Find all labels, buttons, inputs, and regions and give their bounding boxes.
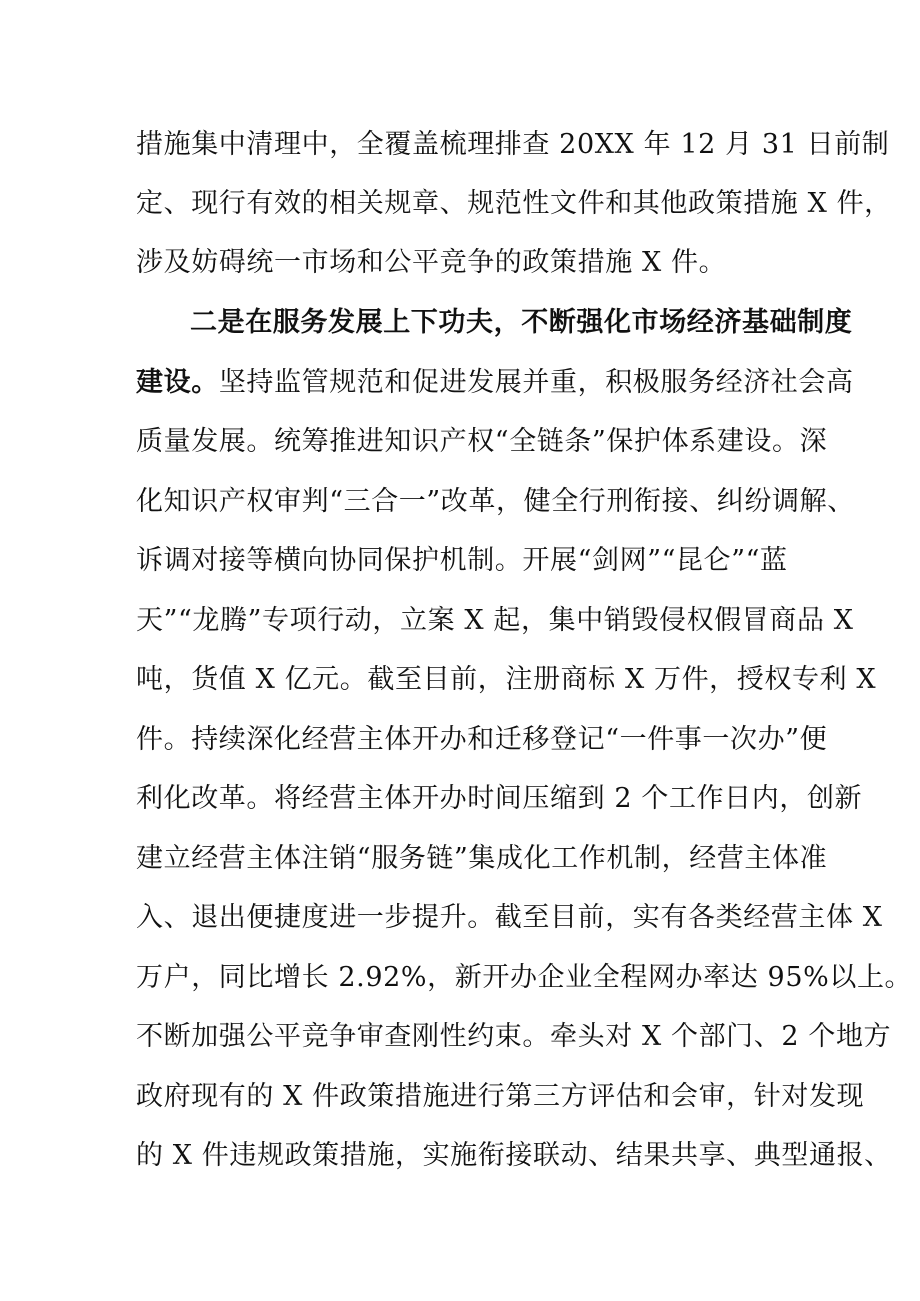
paragraph-line-15: 万户，同比增长 2.92%，新开办企业全程网办率达 95%以上。 xyxy=(136,962,913,993)
paragraph-line-9: 天”“龙腾”专项行动，立案 X 起，集中销毁侵权假冒商品 X xyxy=(136,605,854,636)
paragraph-line-12: 利化改革。将经营主体开办时间压缩到 2 个工作日内，创新 xyxy=(136,783,863,814)
section-heading-line-1: 二是在服务发展上下功夫，不断强化市场经济基础制度 xyxy=(190,307,853,338)
paragraph-line-2: 定、现行有效的相关规章、规范性文件和其他政策措施 X 件， xyxy=(136,188,892,219)
paragraph-line-16: 不断加强公平竞争审查刚性约束。牵头对 X 个部门、2 个地方 xyxy=(136,1021,892,1052)
paragraph-line-3: 涉及妨碍统一市场和公平竞争的政策措施 X 件。 xyxy=(136,247,727,278)
paragraph-line-14: 入、退出便捷度进一步提升。截至目前，实有各类经营主体 X xyxy=(136,902,883,933)
section-heading-line-2: 建设。 xyxy=(136,367,219,398)
paragraph-line-17: 政府现有的 X 件政策措施进行第三方评估和会审，针对发现 xyxy=(136,1081,865,1112)
paragraph-line-10: 吨，货值 X 亿元。截至目前，注册商标 X 万件，授权专利 X xyxy=(136,664,877,695)
paragraph-line-13: 建立经营主体注销“服务链”集成化工作机制，经营主体准 xyxy=(136,843,828,874)
paragraph-line-1: 措施集中清理中，全覆盖梳理排查 20XX 年 12 月 31 日前制 xyxy=(136,129,890,160)
paragraph-line-7: 化知识产权审判“三合一”改革，健全行刑衔接、纠纷调解、 xyxy=(136,486,855,517)
paragraph-line-8: 诉调对接等横向协同保护机制。开展“剑网”“昆仑”“蓝 xyxy=(136,545,788,576)
paragraph-line-5 xyxy=(136,366,854,400)
paragraph-line-11: 件。持续深化经营主体开办和迁移登记“一件事一次办”便 xyxy=(136,724,828,755)
paragraph-line-18: 的 X 件违规政策措施，实施衔接联动、结果共享、典型通报、 xyxy=(136,1140,892,1171)
paragraph-line-5-text: 坚持监管规范和促进发展并重，积极服务经济社会高 xyxy=(218,367,854,398)
paragraph-line-6: 质量发展。统筹推进知识产权“全链条”保护体系建设。深 xyxy=(136,426,828,457)
